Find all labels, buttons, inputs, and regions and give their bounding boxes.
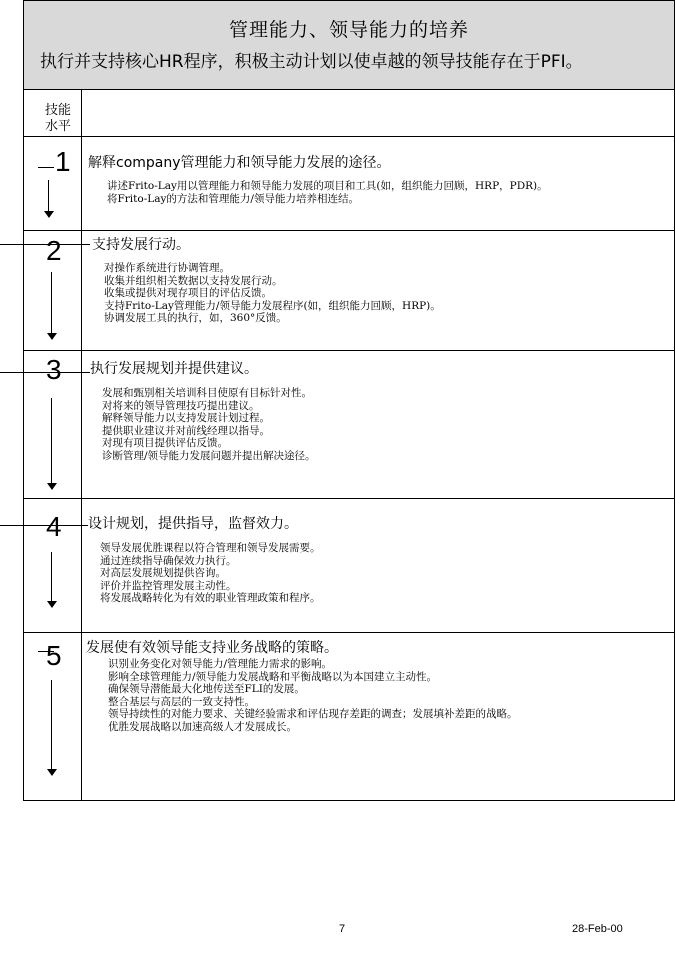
- description-line: 将发展战略转化为有效的职业管理政策和程序。: [100, 592, 321, 604]
- footer-date: 28-Feb-00: [572, 923, 623, 935]
- level-marker-line: [0, 372, 90, 373]
- level-number: 1: [55, 146, 71, 177]
- description-line: 影响全球管理能力/领导能力发展战略和平衡战略以为本国建立主动性。: [108, 670, 438, 683]
- description-line: 对高层发展规划提供咨询。: [100, 567, 226, 579]
- level-marker-line: [0, 244, 90, 245]
- description-line: 对现有项目提供评估反馈。: [102, 437, 228, 449]
- down-arrow-icon: [47, 398, 57, 490]
- level-number: 4: [46, 511, 62, 542]
- description-line: 通过连续指导确保效力执行。: [100, 554, 237, 567]
- page-number: 7: [339, 923, 346, 935]
- level-number: 5: [46, 640, 62, 671]
- level-description: [107, 180, 548, 205]
- description-line: 讲述Frito-Lay用以管理能力和领导能力发展的项目和工具(如，组织能力回顾，HRP，PDR)。: [107, 180, 548, 192]
- level-marker-dash: [38, 167, 54, 168]
- level-title: 设计规划，提供指导，监督效力。: [88, 516, 298, 532]
- skill-level-header-line: 水平: [44, 119, 71, 134]
- description-line: 对将来的领导管理技巧提出建议。: [102, 399, 260, 412]
- description-line: 提供职业建议并对前线经理以指导。: [102, 424, 270, 437]
- level-description: [102, 387, 316, 462]
- level-description: [108, 658, 518, 733]
- level-marker-line: [0, 525, 88, 526]
- description-line: 领导发展优胜课程以符合管理和领导发展需要。: [100, 542, 321, 554]
- row-divider: [23, 230, 675, 231]
- row-divider: [23, 136, 675, 137]
- page-subtitle: 执行并支持核心HR程序，积极主动计划以使卓越的领导技能存在于PFI。: [40, 52, 583, 72]
- column-divider: [81, 90, 82, 801]
- level-title: 发展使有效领导能支持业务战略的策略。: [86, 640, 338, 656]
- description-line: 解释领导能力以支持发展计划过程。: [102, 412, 270, 424]
- header-banner: [23, 0, 675, 90]
- description-line: 将Frito-Lay的方法和管理能力/领导能力培养相连结。: [107, 192, 359, 205]
- level-title: 执行发展规划并提供建议。: [90, 361, 258, 377]
- row-divider: [23, 498, 675, 499]
- skill-level-header-line: 技能: [44, 103, 71, 118]
- row-divider: [23, 350, 675, 351]
- description-line: 优胜发展战略以加速高级人才发展成长。: [108, 720, 297, 733]
- level-title: 支持发展行动。: [92, 237, 190, 253]
- row-divider: [23, 632, 675, 633]
- level-description: [100, 542, 321, 605]
- level-number: 2: [46, 235, 62, 266]
- description-line: 整合基层与高层的一致支持性。: [108, 695, 255, 708]
- description-line: 识别业务变化对领导能力/管理能力需求的影响。: [108, 658, 333, 670]
- level-number: 3: [46, 354, 62, 385]
- down-arrow-icon: [47, 272, 57, 340]
- description-line: 收集并组织相关数据以支持发展行动。: [104, 274, 283, 287]
- description-line: 领导持续性的对能力要求、关键经验需求和评估现存差距的调查；发展填补差距的战略。: [108, 708, 518, 720]
- description-line: 协调发展工具的执行，如，360°反馈。: [104, 312, 287, 324]
- description-line: 发展和甄别相关培训科目使原有目标针对性。: [102, 387, 312, 399]
- description-line: 支持Frito-Lay管理能力/领导能力发展程序(如，组织能力回顾，HRP)。: [104, 299, 441, 312]
- description-line: 评价并监控管理发展主动性。: [100, 579, 237, 592]
- level-title: 解释company管理能力和领导能力发展的途径。: [88, 155, 391, 171]
- page-title: 管理能力、领导能力的培养: [228, 19, 469, 41]
- description-line: 收集或提供对现存项目的评估反馈。: [104, 287, 272, 299]
- down-arrow-icon: [47, 680, 57, 776]
- skill-level-header: [40, 103, 76, 135]
- description-line: 诊断管理/领导能力发展问题并提出解决途径。: [102, 449, 316, 462]
- down-arrow-icon: [44, 180, 54, 218]
- description-line: 确保领导潜能最大化地传送至FLI的发展。: [108, 683, 305, 695]
- down-arrow-icon: [47, 552, 57, 608]
- description-line: 对操作系统进行协调管理。: [104, 262, 230, 274]
- level-description: [104, 262, 441, 325]
